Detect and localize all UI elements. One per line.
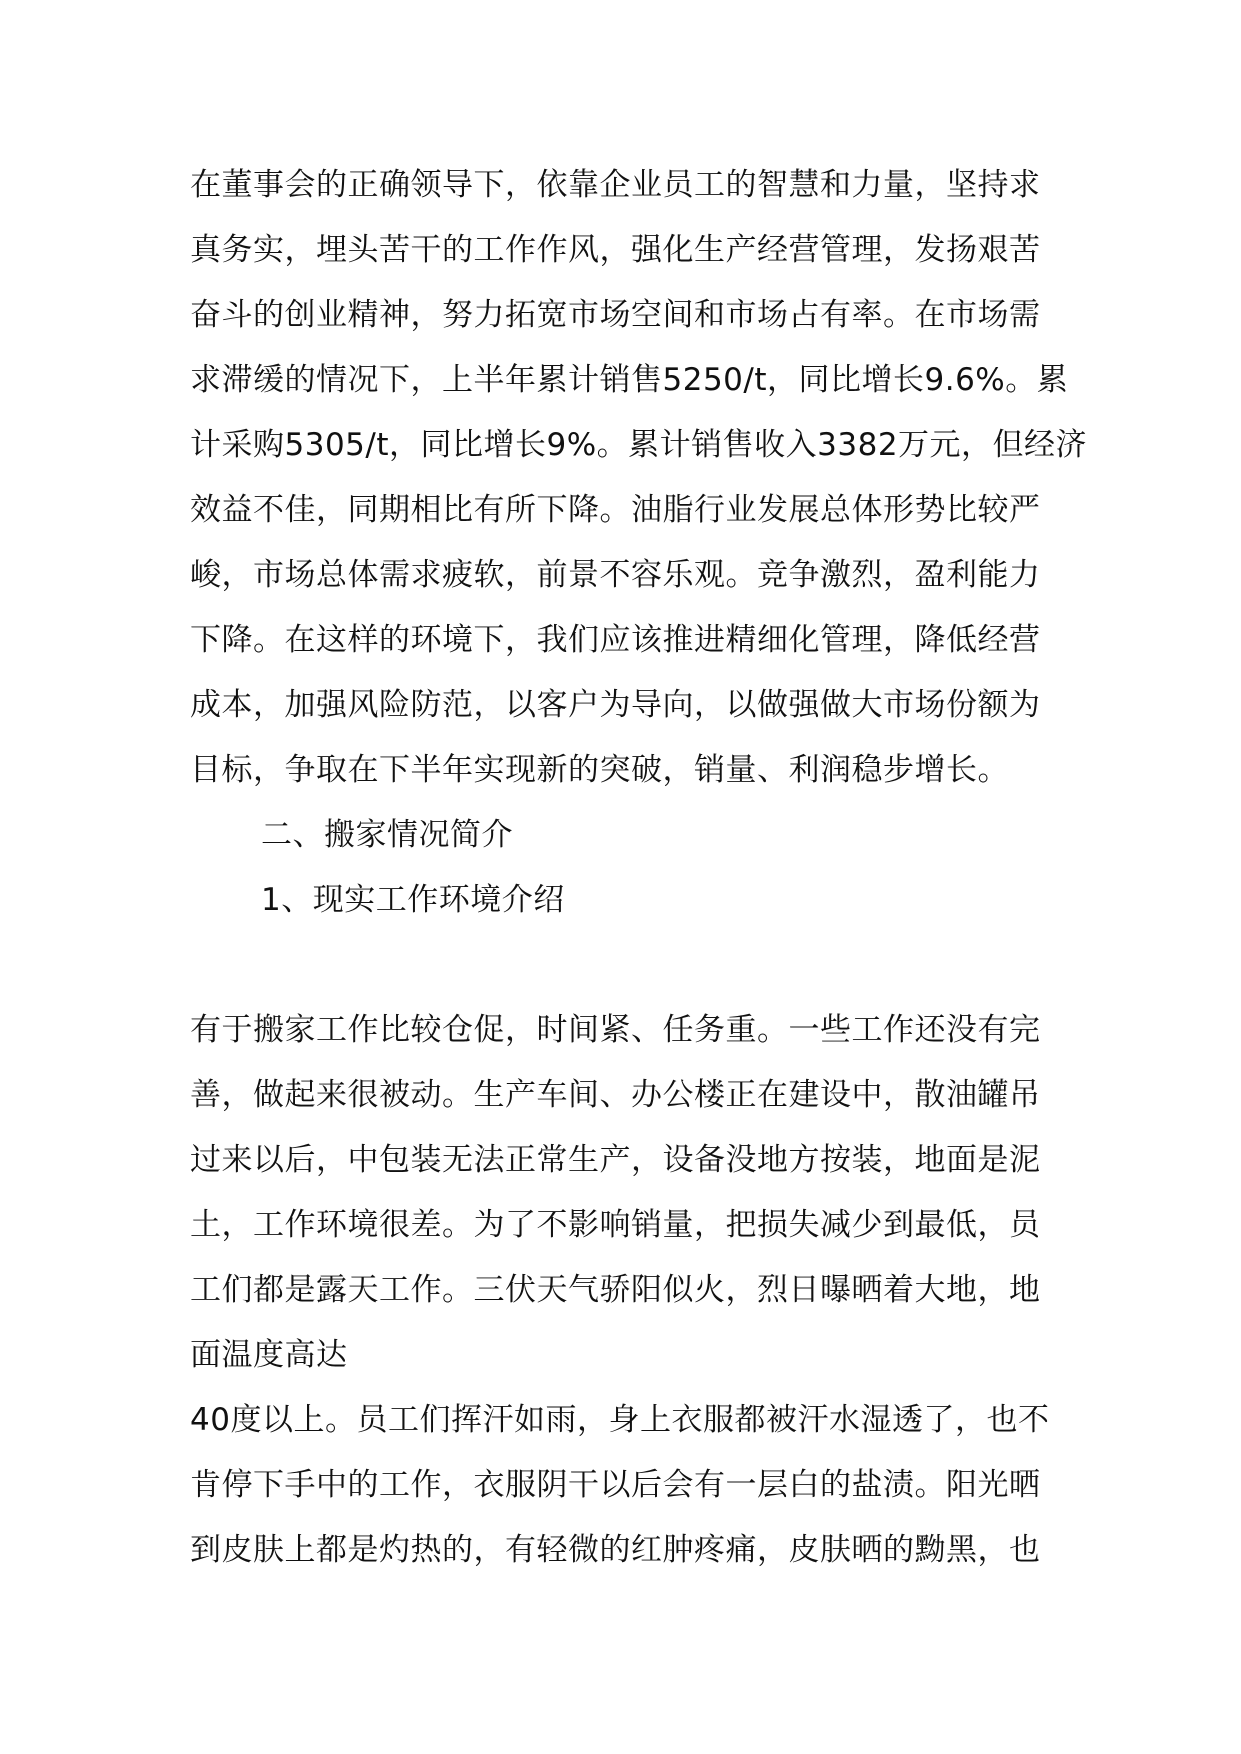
paragraph-line: 到皮肤上都是灼热的，有轻微的红肿疼痛，皮肤晒的黝黑，也 [190, 1532, 1041, 1568]
paragraph-line: 肯停下手中的工作，衣服阴干以后会有一层白的盐渍。阳光晒 [190, 1467, 1041, 1503]
subsection-heading: 1、现实工作环境介绍 [261, 882, 565, 918]
paragraph-line: 40度以上。员工们挥汗如雨，身上衣服都被汗水湿透了，也不 [190, 1402, 1050, 1438]
paragraph-line: 真务实，埋头苦干的工作作风，强化生产经营管理，发扬艰苦 [190, 232, 1041, 268]
paragraph-line: 下降。在这样的环境下，我们应该推进精细化管理，降低经营 [190, 622, 1041, 658]
paragraph-line: 成本，加强风险防范，以客户为导向，以做强做大市场份额为 [190, 687, 1041, 723]
paragraph-line: 善，做起来很被动。生产车间、办公楼正在建设中，散油罐吊 [190, 1077, 1041, 1113]
paragraph-line: 目标，争取在下半年实现新的突破，销量、利润稳步增长。 [190, 752, 1009, 788]
paragraph-line: 土，工作环境很差。为了不影响销量，把损失减少到最低，员 [190, 1207, 1041, 1243]
paragraph-line: 效益不佳，同期相比有所下降。油脂行业发展总体形势比较严 [190, 492, 1041, 528]
paragraph-line: 奋斗的创业精神，努力拓宽市场空间和市场占有率。在市场需 [190, 297, 1041, 333]
paragraph-line: 过来以后，中包装无法正常生产，设备没地方按装，地面是泥 [190, 1142, 1041, 1178]
paragraph-line: 面温度高达 [190, 1337, 348, 1373]
section-heading: 二、搬家情况简介 [261, 817, 513, 853]
paragraph-line: 在董事会的正确领导下，依靠企业员工的智慧和力量，坚持求 [190, 167, 1041, 203]
paragraph-line: 工们都是露天工作。三伏天气骄阳似火，烈日曝晒着大地，地 [190, 1272, 1041, 1308]
paragraph-line: 求滞缓的情况下，上半年累计销售5250/t，同比增长9.6%。累 [190, 362, 1069, 398]
paragraph-line: 有于搬家工作比较仓促，时间紧、任务重。一些工作还没有完 [190, 1012, 1041, 1048]
paragraph-line: 峻，市场总体需求疲软，前景不容乐观。竞争激烈，盈利能力 [190, 557, 1041, 593]
paragraph-line: 计采购5305/t，同比增长9%。累计销售收入3382万元，但经济 [190, 427, 1088, 463]
